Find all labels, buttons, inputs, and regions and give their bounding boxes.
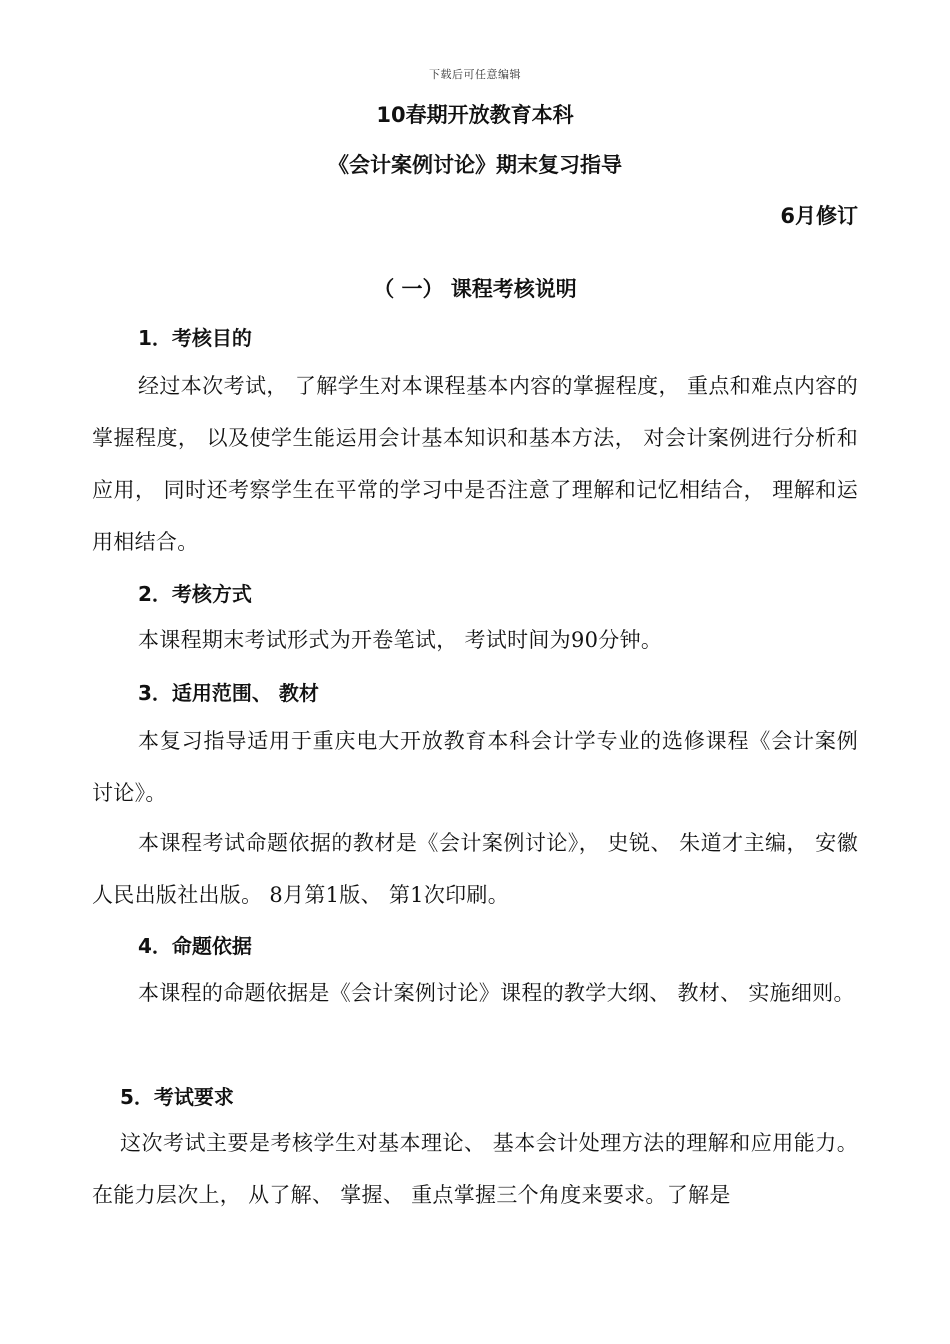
heading-exam-format: 2．考核方式	[138, 582, 252, 606]
paragraph-exam-format: 本课程期末考试形式为开卷笔试， 考试时间为90分钟。	[138, 628, 663, 652]
paragraph-scope: 本复习指导适用于重庆电大开放教育本科会计学专业的选修课程《会计案例讨论》。	[92, 729, 858, 805]
paragraph-textbook: 本课程考试命题依据的教材是《会计案例讨论》， 史锐、 朱道才主编， 安徽人民出版社出版。 8月第1版、 第1次印刷。	[92, 831, 858, 907]
heading-exam-requirements: 5．考试要求	[120, 1085, 234, 1109]
paragraph-question-basis: 本课程的命题依据是《会计案例讨论》课程的教学大纲、 教材、 实施细则。	[138, 981, 855, 1005]
paragraph-exam-requirements: 这次考试主要是考核学生对基本理论、 基本会计处理方法的理解和应用能力。在能力层次上， 从了解、 掌握、 重点掌握三个角度来要求。了解是	[92, 1131, 858, 1207]
document-subtitle: 《会计案例讨论》期末复习指导	[328, 153, 622, 177]
heading-exam-purpose: 1．考核目的	[138, 326, 252, 350]
document-title: 10春期开放教育本科	[376, 103, 574, 127]
section-title: （ 一） 课程考核说明	[373, 277, 577, 301]
heading-scope-textbook: 3．适用范围、 教材	[138, 681, 319, 705]
heading-question-basis: 4．命题依据	[138, 934, 252, 958]
header-note: 下载后可任意编辑	[429, 68, 521, 81]
paragraph-exam-purpose: 经过本次考试， 了解学生对本课程基本内容的掌握程度， 重点和难点内容的掌握程度， 以及使学生能运用会计基本知识和基本方法， 对会计案例进行分析和应用， 同时还考察学生在平常的学习中是否注意了理解和记忆相结合， 理解和运用相结合。	[92, 374, 858, 554]
revision-note: 6月修订	[780, 204, 858, 228]
